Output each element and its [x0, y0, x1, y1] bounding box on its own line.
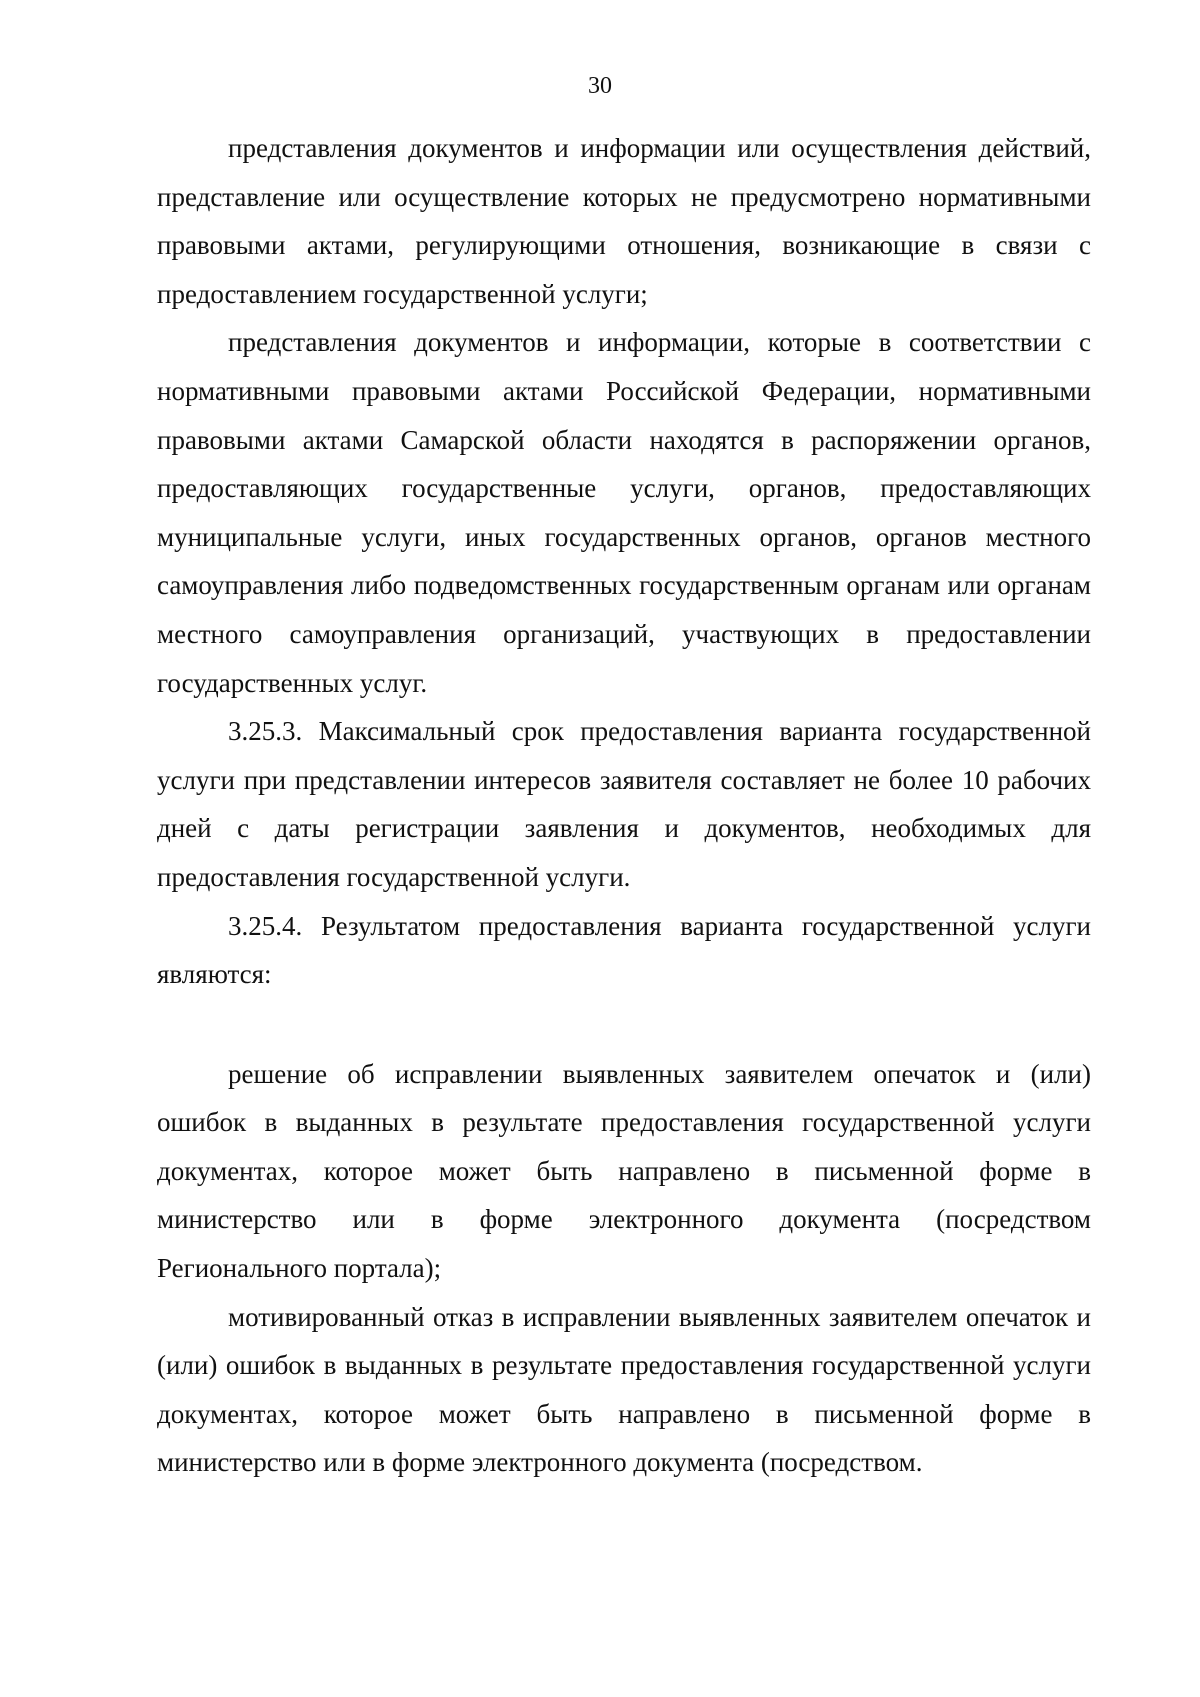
paragraph-documents-not-required: представления документов и информации или осуществления действий, представление или осуществление которых не предусмотрено нормативными правовыми актами, регулирующими отношения, возникающие в связи с предоставлением государственной услуги; [157, 133, 1091, 309]
paragraph-3-25-4-results: 3.25.4. Результатом предоставления варианта государственной услуги являются: [157, 910, 1091, 990]
document-body [157, 124, 1091, 1487]
paragraph-refusal-correction: мотивированный отказ в исправлении выявленных заявителем опечаток и (или) ошибок в выданных в результате предоставления государственной услуги документах, которое может быть направлено в письменной форме в министерство или в форме электронного документа (посредством. [157, 1301, 1091, 1478]
paragraph-documents-in-possession: представления документов и информации, которые в соответствии с нормативными правовыми актами Российской Федерации, нормативными правовыми актами Самарской области находятся в распоряжении органов, предоставляющих государственные услуги, органов, предоставляющих муниципальные услуги, иных государственных органов, органов местного самоуправления либо подведомственных государственным органам или органам местного самоуправления организаций, участвующих в предоставлении государственных услуг. [157, 327, 1091, 698]
paragraph-decision-correction: решение об исправлении выявленных заявителем опечаток и (или) ошибок в выданных в результате предоставления государственной услуги документах, которое может быть направлено в письменной форме в министерство или в форме электронного документа (посредством Регионального портала); [157, 1058, 1091, 1284]
paragraph-3-25-3-max-term: 3.25.3. Максимальный срок предоставления варианта государственной услуги при представлении интересов заявителя составляет не более 10 рабочих дней с даты регистрации заявления и документов, необходимых для предоставления государственной услуги. [157, 716, 1091, 892]
page-number: 30 [588, 73, 612, 99]
